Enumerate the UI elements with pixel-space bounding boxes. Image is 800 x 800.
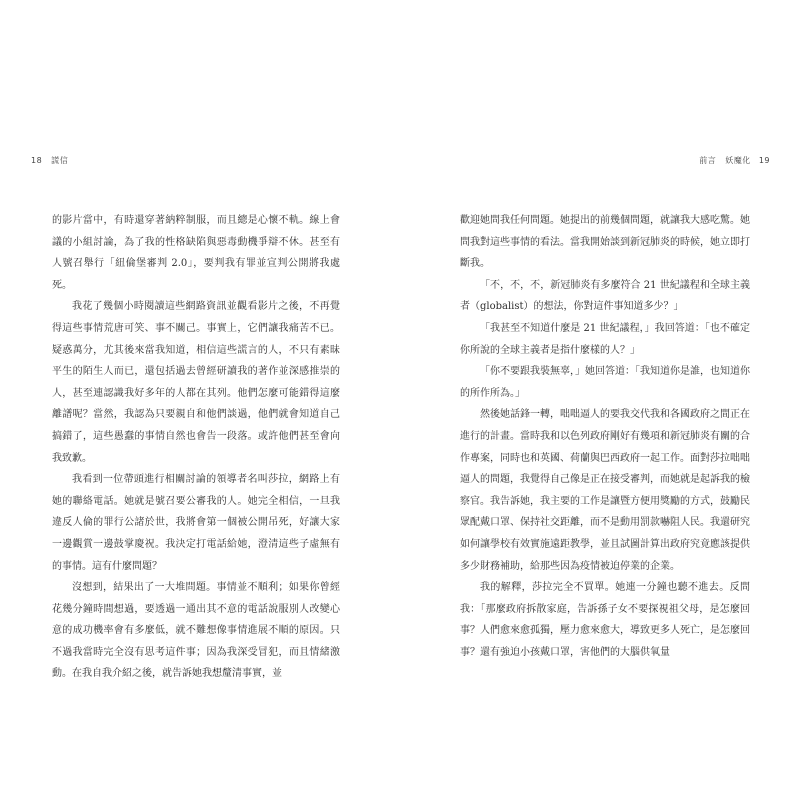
paragraph: 然後她話鋒一轉，咄咄逼人的要我交代我和各國政府之間正在進行的計畫。當時我和以色列政府剛好有幾項和新冠肺炎有關的合作專案，同時也和英國、荷蘭與巴西政府一起工作。面對莎拉咄咄逼人的問題，我覺得自己像是正在接受審判，而她就是起訴我的檢察官。我告訴她，我主要的工作是讓暨方便用獎勵的方式，鼓勵民眾配戴口罩、保持社交距離，而不是動用罰款嚇阻人民。我還研究如何讓學校有效實施遠距教學，並且試圖計算出政府究竟應該提供多少財務補助，給那些因為疫情被迫停業的企業。 xyxy=(460,409,750,572)
paragraph: 「我甚至不知道什麼是 21 世紀議程，」我回答道：「也不確定你所說的全球主義者是指什麼樣的人？」 xyxy=(460,322,750,356)
paragraph: 「你不要跟我裝無辜，」她回答道：「我知道你是誰，也知道你的所作所為。」 xyxy=(460,366,750,399)
right-page-number: 19 xyxy=(758,156,770,165)
right-page-body xyxy=(460,210,750,663)
paragraph: 的影片當中，有時還穿著納粹制服，而且總是心懷不軌。線上會議的小組討論，為了我的性格缺陷與惡毒動機爭辯不休。甚至有人號召舉行「紐倫堡審判 2.0」，要判我有罪並宣判公開將我處死。 xyxy=(52,215,340,291)
paragraph: 我花了幾個小時閱讀這些網路資訊並觀看影片之後，不再覺得這些事情荒唐可笑、事不關己。事實上，它們讓我痛苦不已。疑惑萬分，尤其後來當我知道，相信這些謊言的人，不只有素昧平生的陌生人而已，還包括過去曾經研讀我的著作並深感推崇的人，甚至連認識我好多年的人都在其列。他們怎麼可能錯得這麼離譜呢？當然，我認為只要親自和他們談過，他們就會知道自己搞錯了，這些愚蠢的事情自然也會告一段落。或許他們甚至會向我致歉。 xyxy=(52,301,340,464)
paragraph: 我看到一位帶頭進行相關討論的領導者名叫莎拉，網路上有她的聯絡電話。她就是號召要公審我的人。她完全相信，一旦我違反人倫的罪行公諸於世，我將會第一個被公開吊死，好讓大家一邊觀賞一邊鼓掌慶祝。我決定打電話給她，澄清這些子虛無有的事情。這有什麼問題？ xyxy=(52,474,340,572)
paragraph: 沒想到，結果出了一大堆問題。事情並不順利；如果你曾經花幾分鐘時間想過，要透過一通出其不意的電話說服別人改變心意的成功機率會有多麼低，就不難想像事情進展不順的原因。只不過我當時完全沒有思考這件事；因為我深受冒犯，而且情緒激動。在我自我介紹之後，就告訴她我想釐清事實，並 xyxy=(52,582,340,680)
right-page-header xyxy=(699,156,770,166)
chapter-title: 前言 xyxy=(699,156,717,165)
paragraph: 「不，不，不，新冠肺炎有多麼符合 21 世紀議程和全球主義者（globalist）的想法，你對這件事知道多少？」 xyxy=(460,279,750,313)
book-title: 謊信 xyxy=(51,156,69,165)
paragraph: 我的解釋，莎拉完全不買單。她連一分鐘也聽不進去。反問我：「那麼政府拆散家庭，告訴孫子女不要探視祖父母，是怎麼回事？人們愈來愈孤獨，壓力愈來愈大，導致更多人死亡，是怎麼回事？還有強迫小孩戴口罩，害他們的大腦供氧量 xyxy=(460,582,750,658)
left-page-body xyxy=(52,210,340,685)
paragraph: 歡迎她問我任何問題。她提出的前幾個問題，就讓我大感吃驚。她問我對這些事情的看法。當我開始談到新冠肺炎的時候，她立即打斷我。 xyxy=(460,215,750,270)
left-page-header xyxy=(31,156,68,166)
section-title: 妖魔化 xyxy=(725,156,751,165)
left-page-number: 18 xyxy=(31,156,43,165)
